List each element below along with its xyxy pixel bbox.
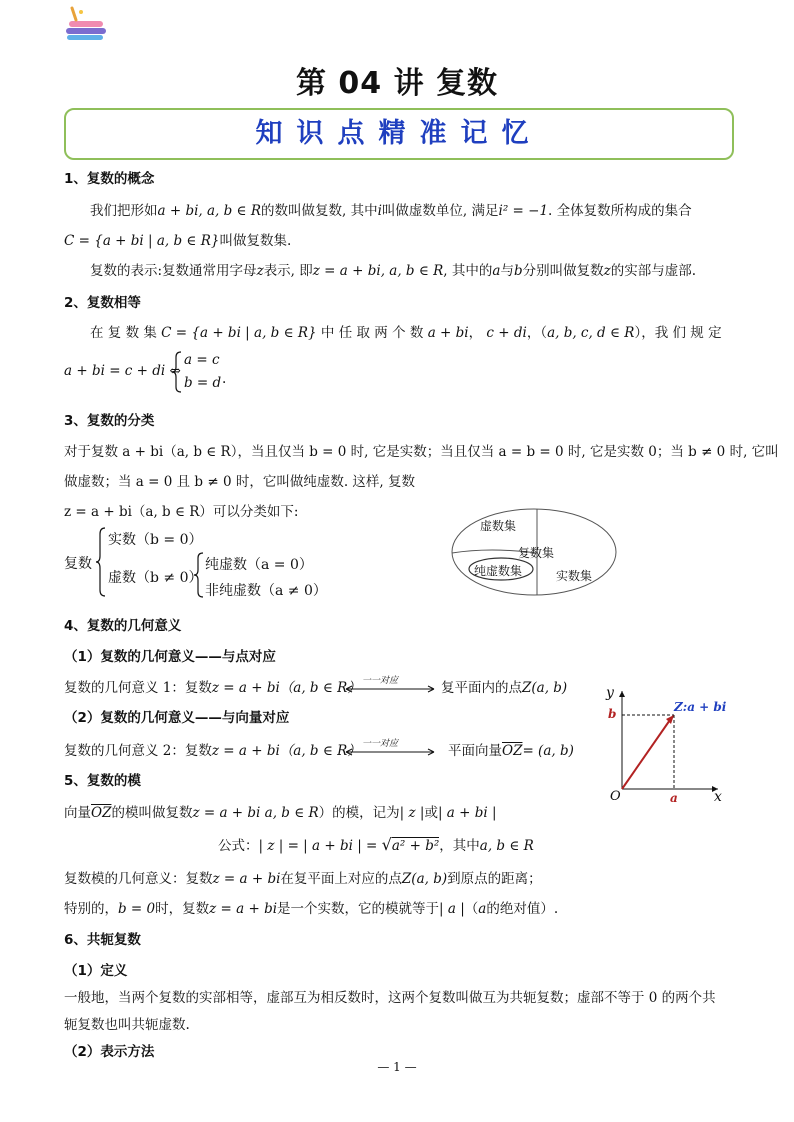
books-logo-icon bbox=[64, 6, 110, 42]
point-z-label: Z:a + bi bbox=[674, 700, 727, 714]
s1-line-1: 我们把形如a + bi, a, b ∈ R的数叫做复数, 其中i叫做虚数单位, 满足i² = −1. 全体复数所构成的集合 bbox=[90, 203, 692, 219]
knowledge-banner bbox=[64, 108, 734, 160]
section-1-heading: 1、复数的概念 bbox=[64, 171, 155, 187]
class-root: 复数 bbox=[64, 556, 92, 572]
s2-period: . bbox=[222, 371, 227, 387]
set-imag-label: 虚数集 bbox=[480, 519, 517, 533]
s5-line-3: 复数模的几何意义：复数z = a + bi在复平面上对应的点Z(a, b)到原点的距离； bbox=[64, 871, 542, 887]
s1-line-3: 复数的表示:复数通常用字母z表示, 即z = a + bi, a, b ∈ R, 其中的a与b分别叫做复数z的实部与虚部. bbox=[90, 263, 697, 279]
s3-line-2: 做虚数；当 a = 0 且 b ≠ 0 时，它叫做纯虚数. 这样, 复数 bbox=[64, 474, 415, 490]
s4-meaning-2: 复数的几何意义 2：复数z = a + bi（a, b ∈ R） bbox=[64, 743, 361, 759]
class-brace-main-icon bbox=[96, 527, 106, 597]
set-real-label: 实数集 bbox=[556, 569, 593, 583]
s6-sub-2: （2）表示方法 bbox=[64, 1044, 155, 1060]
s6-line-1: 一般地，当两个复数的实部相等，虚部互为相反数时，这两个复数叫做互为共轭复数；虚部不等于 0 的两个共 bbox=[64, 990, 716, 1006]
s2-line-1: 在 复 数 集 C = {a + bi | a, b ∈ R} 中 任 取 两 个 数 a + bi， c + di，（a, b, c, d ∈ R），我 们 规 定 bbox=[90, 325, 722, 341]
section-4-heading: 4、复数的几何意义 bbox=[64, 618, 182, 634]
s2-eq-real: a = c bbox=[184, 352, 220, 368]
page-number: — 1 — bbox=[377, 1060, 417, 1074]
class-imag: 虚数（b ≠ 0） bbox=[108, 570, 203, 586]
set-complex-label: 复数集 bbox=[518, 546, 555, 560]
class-pure: 纯虚数（a = 0） bbox=[205, 557, 313, 573]
s4-meaning-1: 复数的几何意义 1：复数z = a + bi（a, b ∈ R） bbox=[64, 680, 361, 696]
set-pure-label: 纯虚数集 bbox=[474, 564, 523, 578]
s6-line-2: 轭复数也叫共轭虚数. bbox=[64, 1017, 190, 1033]
s3-line-3: z = a + bi（a, b ∈ R）可以分类如下: bbox=[64, 504, 299, 520]
page-title: 第 04 讲 复数 bbox=[295, 66, 499, 101]
s4-meaning-1-target: 复平面内的点Z(a, b) bbox=[441, 680, 568, 696]
class-nonpure: 非纯虚数（a ≠ 0） bbox=[205, 583, 327, 599]
arrow-1-label: 一一对应 bbox=[362, 676, 399, 686]
set-diagram bbox=[450, 507, 618, 597]
axis-y-label: y bbox=[606, 685, 614, 701]
banner-text: 知识点精准记忆 bbox=[255, 118, 543, 149]
s4-sub-1: （1）复数的几何意义——与点对应 bbox=[64, 649, 276, 665]
s2-line-2: a + bi = c + di ⇔ bbox=[64, 363, 181, 379]
s2-brace-icon bbox=[172, 351, 182, 393]
class-brace-sub-icon bbox=[194, 552, 204, 598]
s4-sub-2: （2）复数的几何意义——与向量对应 bbox=[64, 710, 290, 726]
section-2-heading: 2、复数相等 bbox=[64, 295, 141, 311]
s3-line-1: 对于复数 a + bi（a, b ∈ R），当且仅当 b = 0 时, 它是实数；当且仅当 a = b = 0 时, 它是实数 0；当 b ≠ 0 时, 它叫 bbox=[64, 444, 779, 460]
s6-sub-1: （1）定义 bbox=[64, 963, 128, 979]
s2-eq-imag: b = d bbox=[184, 375, 222, 391]
section-3-heading: 3、复数的分类 bbox=[64, 413, 155, 429]
s5-formula: 公式：| z | = | a + bi | = √a² + b²，其中a, b ∈ R bbox=[218, 835, 534, 854]
arrow-2-label: 一一对应 bbox=[362, 739, 399, 749]
section-5-heading: 5、复数的模 bbox=[64, 773, 141, 789]
origin-label: O bbox=[610, 789, 621, 804]
s5-line-4: 特别的，b = 0时，复数z = a + bi是一个实数，它的模就等于| a |（a的绝对值）. bbox=[64, 901, 559, 917]
class-real: 实数（b = 0） bbox=[108, 532, 203, 548]
s1-line-2: C = {a + bi | a, b ∈ R}叫做复数集. bbox=[64, 233, 292, 249]
section-6-heading: 6、共轭复数 bbox=[64, 932, 141, 948]
complex-plane-diagram bbox=[600, 685, 730, 810]
s5-line-1: 向量$\overline{OZ}$的模叫做复数z = a + bi a, b ∈ R）的模，记为| z |或| a + bi | bbox=[64, 805, 497, 821]
point-b-label: b bbox=[608, 707, 617, 721]
axis-x-label: x bbox=[714, 789, 722, 805]
point-a-label: a bbox=[670, 791, 678, 805]
s4-meaning-2-target: 平面向量$\overline{OZ}= (a$, b) bbox=[448, 743, 574, 759]
